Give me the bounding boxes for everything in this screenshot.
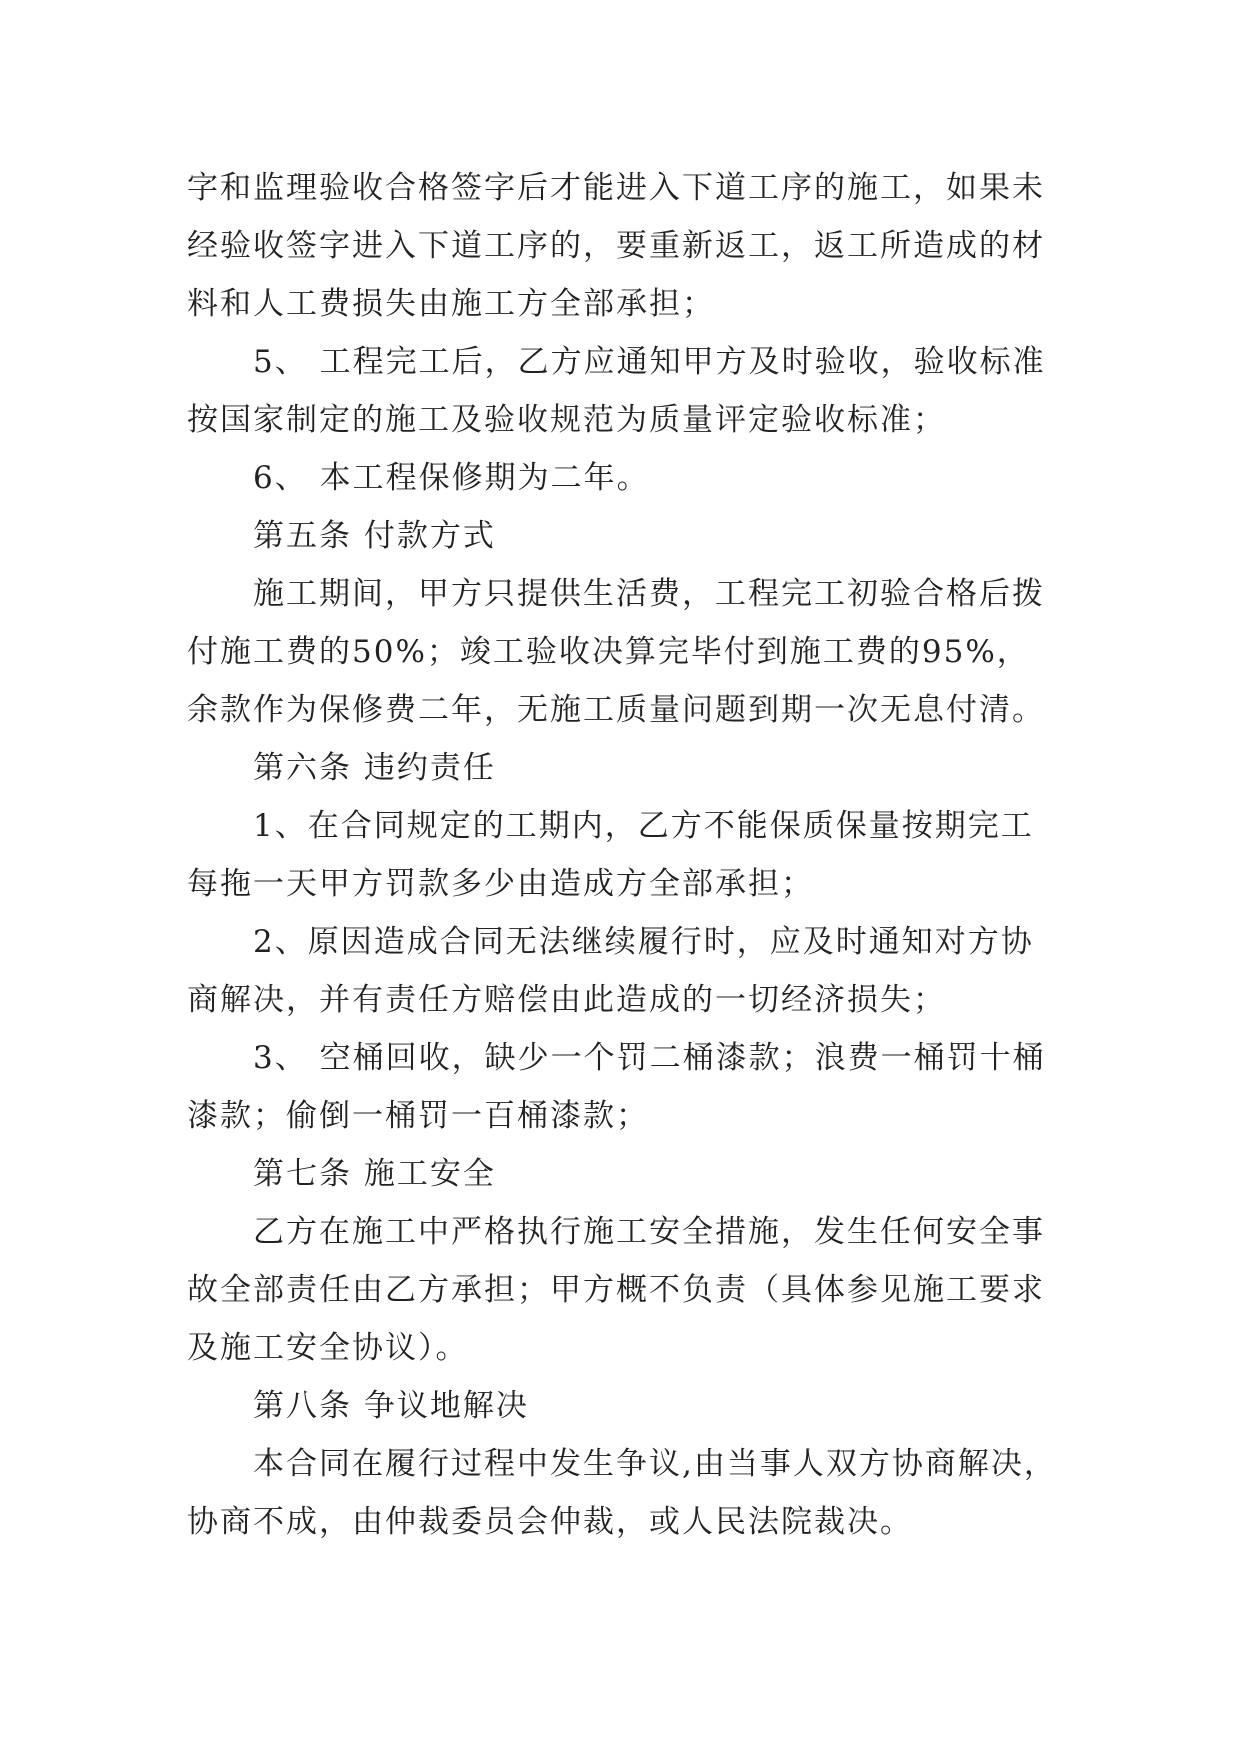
liability-1-line-1: 1、在合同规定的工期内，乙方不能保质保量按期完工 — [253, 808, 1034, 844]
dispute-line-1: 本合同在履行过程中发生争议,由当事人双方协商解决， — [253, 1446, 1057, 1482]
safety-line-2: 故全部责任由乙方承担；甲方概不负责（具体参见施工要求 — [187, 1272, 1045, 1308]
liability-2-line-1: 2、原因造成合同无法继续履行时，应及时通知对方协 — [253, 924, 1034, 960]
article-8-heading: 第八条 争议地解决 — [253, 1388, 529, 1424]
text-line-2: 经验收签字进入下道工序的，要重新返工，返工所造成的材 — [187, 228, 1045, 264]
clause-5-line-2: 按国家制定的施工及验收规范为质量评定验收标准； — [187, 402, 946, 438]
payment-line-2: 付施工费的50%；竣工验收决算完毕付到施工费的95%， — [187, 634, 1030, 670]
clause-5-line-1: 5、 工程完工后，乙方应通知甲方及时验收，验收标准 — [253, 344, 1046, 380]
clause-6: 6、 本工程保修期为二年。 — [253, 460, 650, 496]
document-body — [187, 163, 1057, 1555]
liability-1-line-2: 每拖一天甲方罚款多少由造成方全部承担； — [187, 866, 814, 902]
text-line-1: 字和监理验收合格签字后才能进入下道工序的施工，如果未 — [187, 170, 1045, 206]
liability-3-line-2: 漆款；偷倒一桶罚一百桶漆款； — [187, 1098, 649, 1134]
article-7-heading: 第七条 施工安全 — [253, 1156, 496, 1192]
text-line-3: 料和人工费损失由施工方全部承担； — [187, 286, 715, 322]
dispute-line-2: 协商不成，由仲裁委员会仲裁，或人民法院裁决。 — [187, 1504, 913, 1540]
article-6-heading: 第六条 违约责任 — [253, 750, 496, 786]
safety-line-3: 及施工安全协议）。 — [187, 1330, 469, 1366]
safety-line-1: 乙方在施工中严格执行施工安全措施，发生任何安全事 — [253, 1214, 1045, 1250]
article-5-heading: 第五条 付款方式 — [253, 518, 496, 554]
liability-3-line-1: 3、 空桶回收，缺少一个罚二桶漆款；浪费一桶罚十桶 — [253, 1040, 1046, 1076]
payment-line-3: 余款作为保修费二年，无施工质量问题到期一次无息付清。 — [187, 692, 1045, 728]
payment-line-1: 施工期间，甲方只提供生活费，工程完工初验合格后拨 — [253, 576, 1045, 612]
liability-2-line-2: 商解决，并有责任方赔偿由此造成的一切经济损失； — [187, 982, 946, 1018]
